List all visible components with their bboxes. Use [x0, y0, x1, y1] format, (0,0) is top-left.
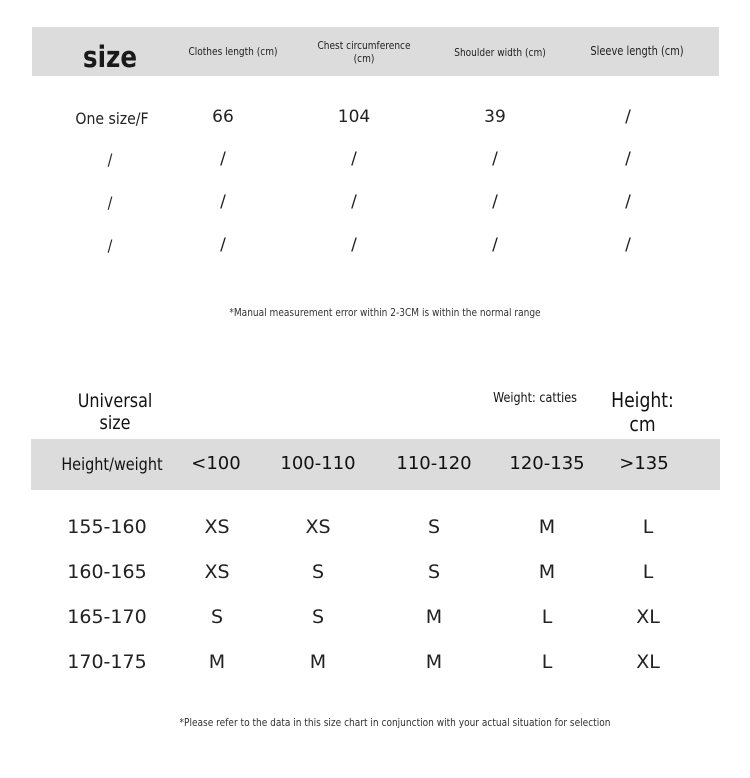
size-grade-cell: L: [642, 561, 654, 583]
size-grade-cell: L: [541, 606, 553, 628]
size-grade-cell: S: [427, 561, 441, 583]
size-grade-cell: XS: [204, 561, 230, 583]
size-cell: 104: [337, 107, 371, 127]
size-cell: /: [625, 149, 631, 169]
header-clothes-length: Clothes length (cm): [188, 45, 278, 58]
size-chart-note: *Please refer to the data in this size chart in conjunction with your actual situation for selection: [179, 716, 611, 729]
size-grade-cell: XL: [636, 606, 660, 628]
size-cell: /: [492, 192, 498, 212]
weight-header: 110-120: [396, 453, 472, 474]
weight-unit-label: Weight: catties: [493, 391, 577, 406]
size-row-label: /: [107, 236, 113, 255]
size-cell: /: [625, 235, 631, 255]
weight-header: <100: [191, 453, 241, 474]
size-row-label: /: [107, 193, 113, 212]
size-cell: /: [351, 192, 357, 212]
size-cell: /: [220, 192, 226, 212]
size-grade-cell: L: [541, 651, 553, 673]
size-table-corner-label: size: [82, 40, 138, 74]
size-cell: /: [625, 107, 631, 127]
size-cell: /: [492, 149, 498, 169]
header-sleeve-length: Sleeve length (cm): [590, 44, 684, 58]
size-grade-cell: L: [642, 516, 654, 538]
height-row-label: 170-175: [67, 651, 147, 673]
size-grade-cell: M: [425, 651, 443, 673]
size-grade-cell: S: [210, 606, 224, 628]
size-cell: /: [220, 235, 226, 255]
size-row-label: One size/F: [75, 109, 149, 128]
size-cell: 39: [484, 107, 506, 127]
size-grade-cell: S: [311, 561, 325, 583]
size-row-label: /: [107, 150, 113, 169]
weight-header: 100-110: [280, 453, 356, 474]
size-grade-cell: XS: [305, 516, 331, 538]
size-cell: /: [625, 192, 631, 212]
size-grade-cell: S: [427, 516, 441, 538]
measurement-note: *Manual measurement error within 2-3CM is within the normal range: [229, 306, 541, 319]
header-shoulder-width: Shoulder width (cm): [454, 46, 546, 59]
size-cell: /: [351, 235, 357, 255]
size-grade-cell: S: [311, 606, 325, 628]
size-cell: /: [351, 149, 357, 169]
weight-header: >135: [619, 453, 669, 474]
size-grade-cell: M: [425, 606, 443, 628]
size-grade-cell: M: [538, 561, 556, 583]
height-row-label: 155-160: [67, 516, 147, 538]
size-grade-cell: M: [538, 516, 556, 538]
size-grade-cell: M: [208, 651, 226, 673]
weight-header: 120-135: [509, 453, 585, 474]
size-grade-cell: XL: [636, 651, 660, 673]
size-cell: /: [492, 235, 498, 255]
height-row-label: 160-165: [67, 561, 147, 583]
size-cell: 66: [212, 107, 234, 127]
size-grade-cell: XS: [204, 516, 230, 538]
header-chest-circumference: Chest circumference (cm): [317, 39, 411, 65]
size-cell: /: [220, 149, 226, 169]
height-unit-label: Height: cm: [611, 388, 674, 436]
universal-table-corner-label: Height/weight: [61, 455, 163, 475]
universal-size-title: Universal size: [77, 390, 153, 434]
height-row-label: 165-170: [67, 606, 147, 628]
size-grade-cell: M: [309, 651, 327, 673]
